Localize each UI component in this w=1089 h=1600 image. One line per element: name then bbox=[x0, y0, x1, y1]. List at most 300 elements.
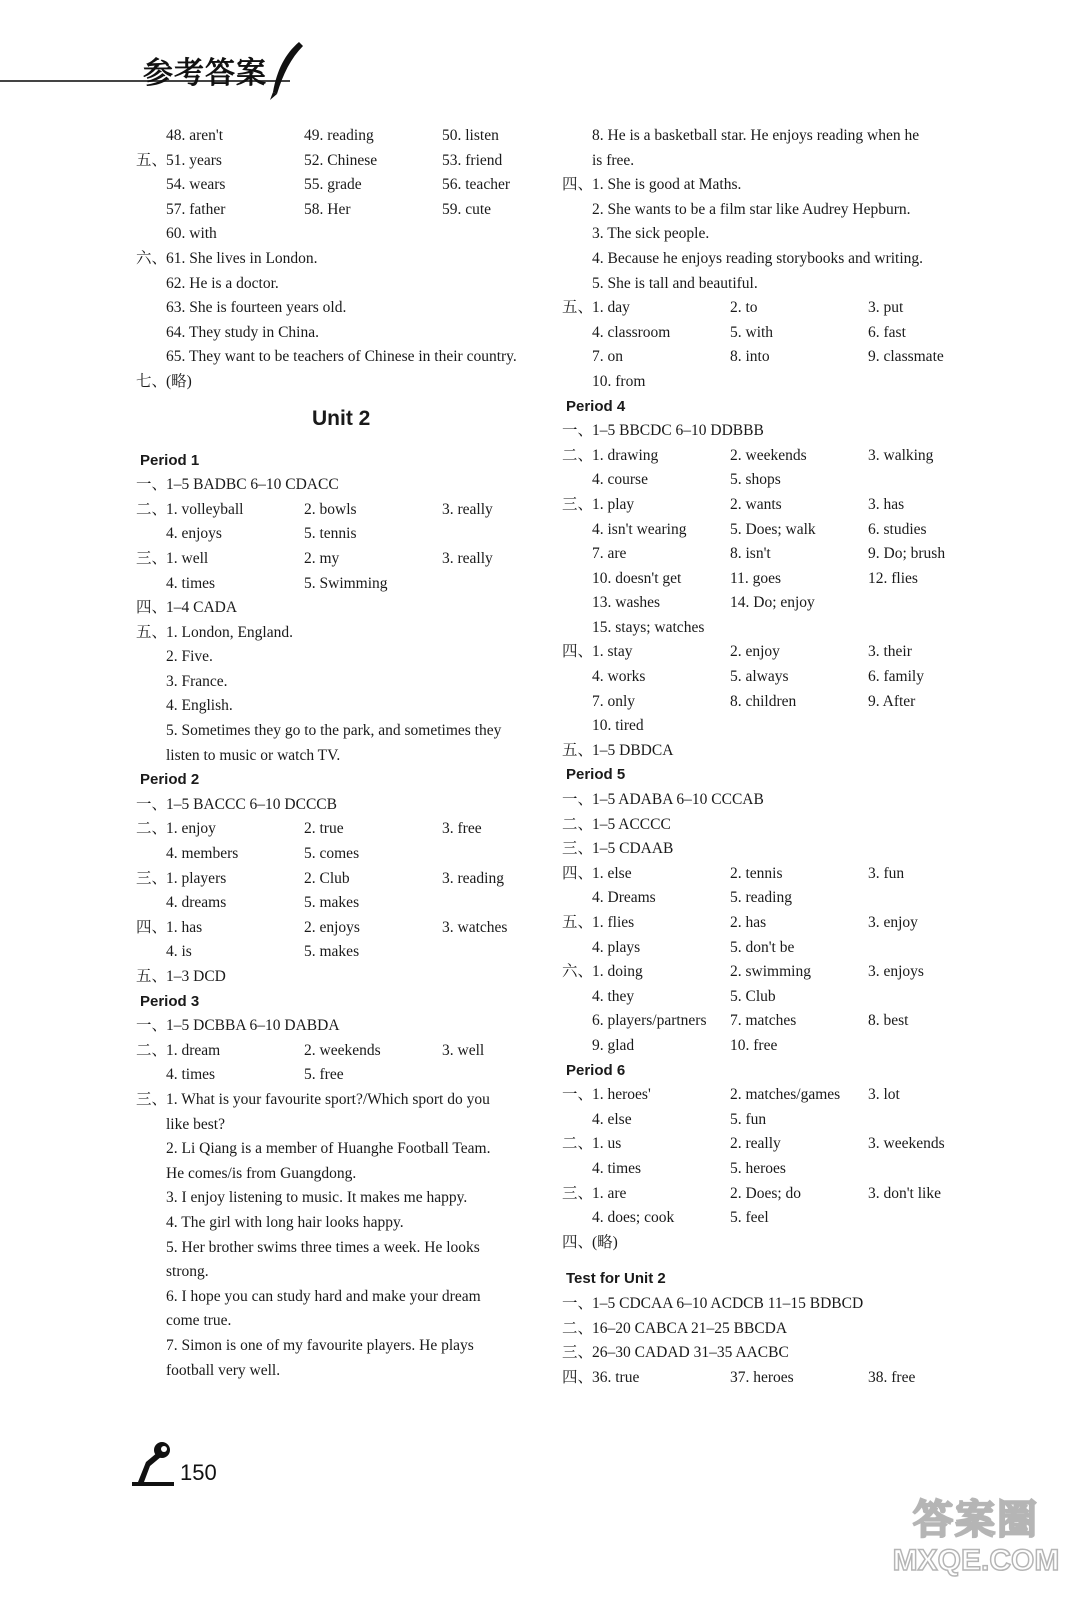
answer-row bbox=[562, 886, 982, 911]
answer-row bbox=[136, 1039, 556, 1064]
period-heading bbox=[136, 449, 556, 474]
answer-text: 3. really bbox=[442, 549, 493, 567]
answer-row bbox=[136, 1285, 556, 1310]
watermark-url: MXQE.COM bbox=[892, 1544, 1060, 1577]
answer-text: 2. swimming bbox=[730, 963, 811, 981]
section-number: 一、 bbox=[562, 1294, 594, 1312]
page-number: 150 bbox=[180, 1460, 217, 1485]
answer-row bbox=[562, 1317, 982, 1342]
section-number: 一、 bbox=[562, 1086, 594, 1104]
answer-text: 50. listen bbox=[442, 127, 499, 144]
section-number: 四、 bbox=[136, 918, 168, 936]
answer-text: 3. reading bbox=[442, 869, 504, 887]
answer-row bbox=[562, 222, 982, 247]
answer-row bbox=[136, 744, 556, 769]
section-number: 三、 bbox=[562, 495, 594, 513]
answer-text: 4. they bbox=[592, 987, 635, 1005]
answer-text: 9. glad bbox=[592, 1036, 635, 1054]
period-heading bbox=[562, 1059, 982, 1084]
answer-text: 11. goes bbox=[730, 569, 782, 587]
answer-text: 1–3 DCD bbox=[166, 968, 226, 985]
answer-row bbox=[136, 1359, 556, 1384]
section-number: 一、 bbox=[562, 791, 594, 809]
answer-text: 4. times bbox=[166, 574, 216, 592]
section-number: 五、 bbox=[562, 741, 594, 759]
answer-text: 5. Club bbox=[730, 987, 776, 1005]
section-number: 五、 bbox=[562, 299, 594, 317]
answer-text: 1. day bbox=[592, 299, 630, 317]
answer-text: 3. fun bbox=[868, 864, 905, 882]
answer-row bbox=[136, 940, 556, 965]
section-number: 三、 bbox=[136, 869, 168, 887]
answer-row bbox=[136, 1186, 556, 1211]
test-heading bbox=[562, 1267, 982, 1292]
answer-text: 3. don't like bbox=[868, 1184, 941, 1202]
answer-row bbox=[136, 272, 556, 297]
answer-text: 5. Does; walk bbox=[730, 520, 816, 538]
answer-text: 3. lot bbox=[868, 1086, 900, 1104]
answer-row bbox=[562, 714, 982, 739]
answer-text: 3. really bbox=[442, 500, 493, 518]
section-number: 四、 bbox=[562, 1233, 594, 1251]
answer-text: 1–5 ADABA 6–10 CCCAB bbox=[592, 791, 764, 809]
answer-text: 1–5 DBDCA bbox=[592, 741, 674, 759]
answer-text: 3. enjoy bbox=[868, 914, 918, 931]
answer-row bbox=[562, 345, 982, 370]
answer-text: 1. play bbox=[592, 495, 635, 513]
answer-row bbox=[136, 1236, 556, 1261]
answer-text: football very well. bbox=[166, 1361, 281, 1379]
answer-row bbox=[562, 198, 982, 223]
answer-row bbox=[136, 1014, 556, 1039]
section-number: 二、 bbox=[562, 1319, 594, 1337]
section-number: 二、 bbox=[562, 446, 594, 464]
answer-row bbox=[562, 1182, 982, 1207]
answer-text: is free. bbox=[592, 151, 635, 169]
answer-text: 1. volleyball bbox=[166, 500, 244, 518]
answer-text: like best? bbox=[166, 1115, 225, 1133]
answer-row bbox=[562, 665, 982, 690]
answer-text: 7. on bbox=[592, 348, 623, 366]
answer-row bbox=[562, 936, 982, 961]
period-heading bbox=[136, 768, 556, 793]
answer-text: 15. stays; watches bbox=[592, 618, 705, 636]
answer-text: 4. Because he enjoys reading storybooks and writing. bbox=[592, 249, 924, 267]
answer-text: 4. does; cook bbox=[592, 1209, 675, 1227]
answer-text: 4. Dreams bbox=[592, 889, 656, 907]
answer-text: 1. enjoy bbox=[166, 820, 216, 838]
answer-row bbox=[136, 222, 556, 247]
answer-row bbox=[562, 321, 982, 346]
answer-text: 48. aren't bbox=[166, 127, 224, 144]
section-number: 三、 bbox=[562, 1184, 594, 1202]
watermark-logo bbox=[886, 1488, 1066, 1588]
answer-text: 1. has bbox=[166, 918, 203, 936]
answer-row bbox=[136, 965, 556, 990]
heading-text: Test for Unit 2 bbox=[566, 1270, 666, 1288]
answer-row bbox=[562, 444, 982, 469]
period-heading bbox=[136, 990, 556, 1015]
page-title: 参考答案 bbox=[143, 56, 267, 91]
answer-row bbox=[136, 916, 556, 941]
answer-row bbox=[562, 837, 982, 862]
answer-row bbox=[562, 493, 982, 518]
answer-row bbox=[562, 1083, 982, 1108]
answer-text: 4. is bbox=[166, 943, 192, 961]
answer-text: (略) bbox=[166, 372, 192, 390]
answer-text: 5. reading bbox=[730, 889, 792, 907]
answer-row bbox=[562, 616, 982, 641]
answer-text: 3. free bbox=[442, 820, 482, 838]
answer-text: 1. She is good at Maths. bbox=[592, 176, 742, 194]
answer-text: 5. free bbox=[304, 1066, 344, 1084]
period-heading bbox=[562, 395, 982, 420]
answer-text: 5. fun bbox=[730, 1110, 767, 1128]
answer-text: 61. She lives in London. bbox=[166, 249, 318, 267]
answer-text: 8. best bbox=[868, 1012, 909, 1030]
answer-text: 1. else bbox=[592, 864, 632, 882]
answer-text: 2. to bbox=[730, 299, 758, 317]
answer-row bbox=[562, 1034, 982, 1059]
section-number: 三、 bbox=[562, 840, 594, 858]
answer-text: 7. are bbox=[592, 545, 627, 563]
answer-row bbox=[562, 419, 982, 444]
answer-row bbox=[136, 198, 556, 223]
answer-text: 2. enjoy bbox=[730, 643, 780, 661]
answer-text: 9. After bbox=[868, 692, 916, 710]
answer-row bbox=[136, 719, 556, 744]
answer-row bbox=[136, 793, 556, 818]
answer-text: 9. Do; brush bbox=[868, 545, 946, 563]
answer-text: 4. works bbox=[592, 668, 646, 686]
answer-text: 2. Club bbox=[304, 869, 350, 887]
answer-row bbox=[562, 813, 982, 838]
answer-row bbox=[136, 1211, 556, 1236]
answer-text: 2. Five. bbox=[166, 648, 213, 666]
answer-row bbox=[562, 591, 982, 616]
answer-text: 3. enjoys bbox=[868, 963, 924, 981]
answer-row bbox=[136, 596, 556, 621]
answer-row bbox=[136, 891, 556, 916]
answer-text: 6. I hope you can study hard and make your dream bbox=[166, 1287, 481, 1305]
answer-text: 57. father bbox=[166, 200, 226, 218]
answer-text: 3. I enjoy listening to music. It makes me happy. bbox=[166, 1189, 468, 1207]
answer-row bbox=[562, 739, 982, 764]
answer-text: 4. dreams bbox=[166, 894, 227, 912]
section-number: 一、 bbox=[136, 1017, 168, 1035]
answer-row bbox=[136, 345, 556, 370]
answer-row bbox=[136, 247, 556, 272]
answer-text: 14. Do; enjoy bbox=[730, 594, 815, 612]
answer-row bbox=[562, 468, 982, 493]
answer-row bbox=[562, 1108, 982, 1133]
answer-text: 62. He is a doctor. bbox=[166, 274, 279, 292]
answer-text: 2. my bbox=[304, 549, 340, 567]
answer-text: 5. makes bbox=[304, 894, 360, 912]
answer-text: 5. heroes bbox=[730, 1159, 786, 1177]
section-number: 二、 bbox=[136, 1041, 168, 1059]
section-number: 三、 bbox=[562, 1344, 594, 1362]
answer-row bbox=[136, 1309, 556, 1334]
section-number: 二、 bbox=[136, 820, 168, 838]
answer-row bbox=[562, 1206, 982, 1231]
spacer bbox=[136, 437, 556, 449]
answer-row bbox=[136, 498, 556, 523]
answer-text: 1. are bbox=[592, 1184, 627, 1202]
right-answer-column bbox=[562, 124, 982, 1390]
answer-text: (略) bbox=[592, 1233, 618, 1251]
answer-text: 2. really bbox=[730, 1135, 781, 1153]
answer-row bbox=[562, 542, 982, 567]
section-number: 一、 bbox=[136, 476, 168, 494]
answer-text: 3. walking bbox=[868, 446, 934, 464]
answer-text: 5. don't be bbox=[730, 938, 795, 956]
section-number: 五、 bbox=[562, 914, 594, 931]
answer-text: 2. enjoys bbox=[304, 918, 360, 936]
section-number: 四、 bbox=[562, 1368, 594, 1386]
answer-text: 1–5 BBCDC 6–10 DDBBB bbox=[592, 422, 764, 440]
answer-row bbox=[562, 862, 982, 887]
answer-text: 10. doesn't get bbox=[592, 569, 682, 587]
heading-text: Period 1 bbox=[140, 451, 200, 469]
section-number: 一、 bbox=[136, 795, 168, 813]
answer-row bbox=[136, 124, 556, 149]
heading-text: Period 6 bbox=[566, 1061, 626, 1079]
answer-text: 8. He is a basketball star. He enjoys reading when he bbox=[592, 127, 920, 144]
answer-row bbox=[562, 124, 982, 149]
quill-pen-icon bbox=[265, 40, 307, 102]
left-answer-column bbox=[136, 124, 556, 1383]
answer-text: come true. bbox=[166, 1312, 232, 1330]
section-number: 四、 bbox=[562, 864, 594, 882]
answer-text: 1. doing bbox=[592, 963, 643, 981]
answer-row bbox=[136, 370, 556, 395]
heading-text: Period 3 bbox=[140, 992, 200, 1010]
answer-text: 4. course bbox=[592, 471, 648, 489]
unit-heading bbox=[136, 407, 556, 437]
answer-text: 1–5 CDAAB bbox=[592, 840, 674, 858]
page-header bbox=[0, 0, 1089, 110]
answer-text: 54. wears bbox=[166, 176, 226, 194]
answer-row bbox=[562, 247, 982, 272]
answer-text: 1. well bbox=[166, 549, 209, 567]
answer-text: 1. stay bbox=[592, 643, 633, 661]
answer-text: 16–20 CABCA 21–25 BBCDA bbox=[592, 1319, 788, 1337]
answer-text: 2. bowls bbox=[304, 500, 357, 518]
answer-row bbox=[562, 149, 982, 174]
answer-row bbox=[562, 1132, 982, 1157]
answer-text: He comes/is from Guangdong. bbox=[166, 1164, 357, 1182]
answer-text: 6. family bbox=[868, 668, 924, 686]
answer-row bbox=[562, 911, 982, 936]
answer-row bbox=[562, 1292, 982, 1317]
answer-text: 2. Does; do bbox=[730, 1184, 802, 1202]
answer-text: 1. London, England. bbox=[166, 623, 293, 641]
answer-text: 4. times bbox=[166, 1066, 216, 1084]
answer-row bbox=[562, 690, 982, 715]
answer-text: 13. washes bbox=[592, 594, 661, 612]
answer-text: 5. makes bbox=[304, 943, 360, 961]
answer-text: 1. dream bbox=[166, 1041, 221, 1059]
answer-text: 1–5 DCBBA 6–10 DABDA bbox=[166, 1017, 340, 1035]
answer-text: 2. Li Qiang is a member of Huanghe Football Team. bbox=[166, 1140, 491, 1158]
answer-text: 3. weekends bbox=[868, 1135, 945, 1153]
answer-text: 8. into bbox=[730, 348, 770, 366]
answer-text: 5. Her brother swims three times a week. He looks bbox=[166, 1238, 480, 1256]
section-number: 二、 bbox=[136, 500, 168, 518]
answer-row bbox=[136, 473, 556, 498]
spacer bbox=[136, 395, 556, 407]
answer-row bbox=[136, 1162, 556, 1187]
answer-text: 1. What is your favourite sport?/Which sport do you bbox=[166, 1090, 490, 1108]
answer-text: 2. tennis bbox=[730, 864, 783, 882]
section-number: 二、 bbox=[562, 1135, 594, 1153]
answer-text: 4. enjoys bbox=[166, 525, 222, 543]
answer-text: 2. true bbox=[304, 820, 344, 838]
answer-text: 2. matches/games bbox=[730, 1086, 841, 1104]
answer-row bbox=[136, 1334, 556, 1359]
answer-text: 3. their bbox=[868, 643, 912, 661]
answer-row bbox=[136, 1137, 556, 1162]
spacer bbox=[562, 1255, 982, 1267]
answer-row bbox=[562, 567, 982, 592]
answer-text: 4. plays bbox=[592, 938, 641, 956]
answer-text: 12. flies bbox=[868, 569, 918, 587]
answer-text: 1–5 ACCCC bbox=[592, 815, 671, 833]
period-heading bbox=[562, 763, 982, 788]
answer-text: 3. The sick people. bbox=[592, 225, 710, 243]
answer-text: 38. free bbox=[868, 1368, 916, 1386]
watermark-title: 答案圈 bbox=[913, 1497, 1039, 1543]
answer-row bbox=[136, 572, 556, 597]
answer-text: 36. true bbox=[592, 1368, 640, 1386]
section-number: 三、 bbox=[136, 1090, 168, 1108]
answer-row bbox=[562, 272, 982, 297]
answer-text: 26–30 CADAD 31–35 AACBC bbox=[592, 1344, 789, 1362]
answer-row bbox=[562, 370, 982, 395]
section-number: 六、 bbox=[136, 249, 168, 267]
section-number: 一、 bbox=[562, 422, 594, 440]
heading-text: Unit 2 bbox=[312, 406, 371, 430]
answer-text: 1. flies bbox=[592, 914, 635, 931]
answer-text: 4. times bbox=[592, 1159, 642, 1177]
answer-text: 4. English. bbox=[166, 697, 233, 715]
answer-text: 64. They study in China. bbox=[166, 323, 319, 341]
answer-text: 6. fast bbox=[868, 323, 906, 341]
answer-text: 1. drawing bbox=[592, 446, 659, 464]
section-number: 三、 bbox=[136, 549, 168, 567]
section-number: 四、 bbox=[562, 643, 594, 661]
section-number: 四、 bbox=[562, 176, 594, 194]
answer-text: 5. always bbox=[730, 668, 789, 686]
answer-row bbox=[136, 173, 556, 198]
answer-row bbox=[136, 1113, 556, 1138]
section-number: 七、 bbox=[136, 372, 168, 390]
answer-row bbox=[136, 1063, 556, 1088]
answer-row bbox=[562, 296, 982, 321]
answer-text: 7. matches bbox=[730, 1012, 797, 1030]
answer-text: 37. heroes bbox=[730, 1368, 794, 1386]
answer-row bbox=[562, 985, 982, 1010]
answer-row bbox=[136, 867, 556, 892]
answer-text: 63. She is fourteen years old. bbox=[166, 299, 347, 317]
answer-text: 3. has bbox=[868, 495, 905, 513]
answer-text: 59. cute bbox=[442, 200, 492, 218]
lamp-logo-icon bbox=[128, 1440, 178, 1490]
answer-row bbox=[562, 518, 982, 543]
answer-text: 5. comes bbox=[304, 845, 360, 863]
heading-text: Period 5 bbox=[566, 766, 626, 784]
answer-row bbox=[136, 1260, 556, 1285]
answer-row bbox=[562, 960, 982, 985]
answer-text: 5. shops bbox=[730, 471, 781, 489]
answer-row bbox=[136, 149, 556, 174]
answer-text: 2. She wants to be a film star like Audrey Hepburn. bbox=[592, 200, 911, 218]
section-number: 六、 bbox=[562, 963, 594, 981]
answer-row bbox=[136, 621, 556, 646]
answer-text: strong. bbox=[166, 1263, 209, 1281]
answer-text: 4. members bbox=[166, 845, 239, 863]
answer-row bbox=[562, 788, 982, 813]
answer-text: 5. feel bbox=[730, 1209, 769, 1227]
answer-text: 6. players/partners bbox=[592, 1012, 707, 1030]
answer-text: 51. years bbox=[166, 151, 222, 169]
answer-text: 7. only bbox=[592, 692, 636, 710]
answer-text: 5. tennis bbox=[304, 525, 357, 543]
answer-row bbox=[562, 1157, 982, 1182]
answer-text: 1–4 CADA bbox=[166, 599, 238, 617]
answer-text: 2. has bbox=[730, 914, 767, 931]
answer-text: 10. from bbox=[592, 372, 646, 390]
answer-row bbox=[136, 522, 556, 547]
answer-row bbox=[136, 321, 556, 346]
answer-row bbox=[136, 296, 556, 321]
answer-row bbox=[562, 640, 982, 665]
answer-row bbox=[562, 1341, 982, 1366]
answer-text: 6. studies bbox=[868, 520, 927, 538]
section-number: 五、 bbox=[136, 623, 168, 641]
answer-text: 65. They want to be teachers of Chinese in their country. bbox=[166, 348, 517, 366]
answer-text: listen to music or watch TV. bbox=[166, 746, 341, 764]
section-number: 五、 bbox=[136, 968, 168, 985]
answer-text: 3. watches bbox=[442, 918, 508, 936]
answer-row bbox=[136, 645, 556, 670]
answer-text: 7. Simon is one of my favourite players. He plays bbox=[166, 1336, 474, 1354]
answer-row bbox=[136, 842, 556, 867]
answer-text: 52. Chinese bbox=[304, 151, 378, 169]
answer-row bbox=[136, 694, 556, 719]
answer-row bbox=[562, 1366, 982, 1391]
answer-text: 5. Sometimes they go to the park, and sometimes they bbox=[166, 722, 502, 740]
section-number: 五、 bbox=[136, 151, 168, 169]
answer-text: 1. players bbox=[166, 869, 227, 887]
answer-text: 5. Swimming bbox=[304, 574, 388, 592]
answer-text: 9. classmate bbox=[868, 348, 944, 366]
answer-text: 1. heroes' bbox=[592, 1086, 651, 1104]
answer-text: 5. She is tall and beautiful. bbox=[592, 274, 758, 292]
answer-text: 3. France. bbox=[166, 672, 228, 690]
answer-text: 10. free bbox=[730, 1036, 778, 1054]
answer-text: 1. us bbox=[592, 1135, 622, 1153]
answer-text: 5. with bbox=[730, 323, 774, 341]
answer-row bbox=[562, 173, 982, 198]
answer-text: 1–5 BACCC 6–10 DCCCB bbox=[166, 795, 337, 813]
answer-text: 56. teacher bbox=[442, 176, 510, 194]
answer-text: 3. well bbox=[442, 1041, 485, 1059]
answer-text: 55. grade bbox=[304, 176, 362, 194]
answer-row bbox=[136, 817, 556, 842]
answer-text: 1–5 BADBC 6–10 CDACC bbox=[166, 476, 339, 494]
